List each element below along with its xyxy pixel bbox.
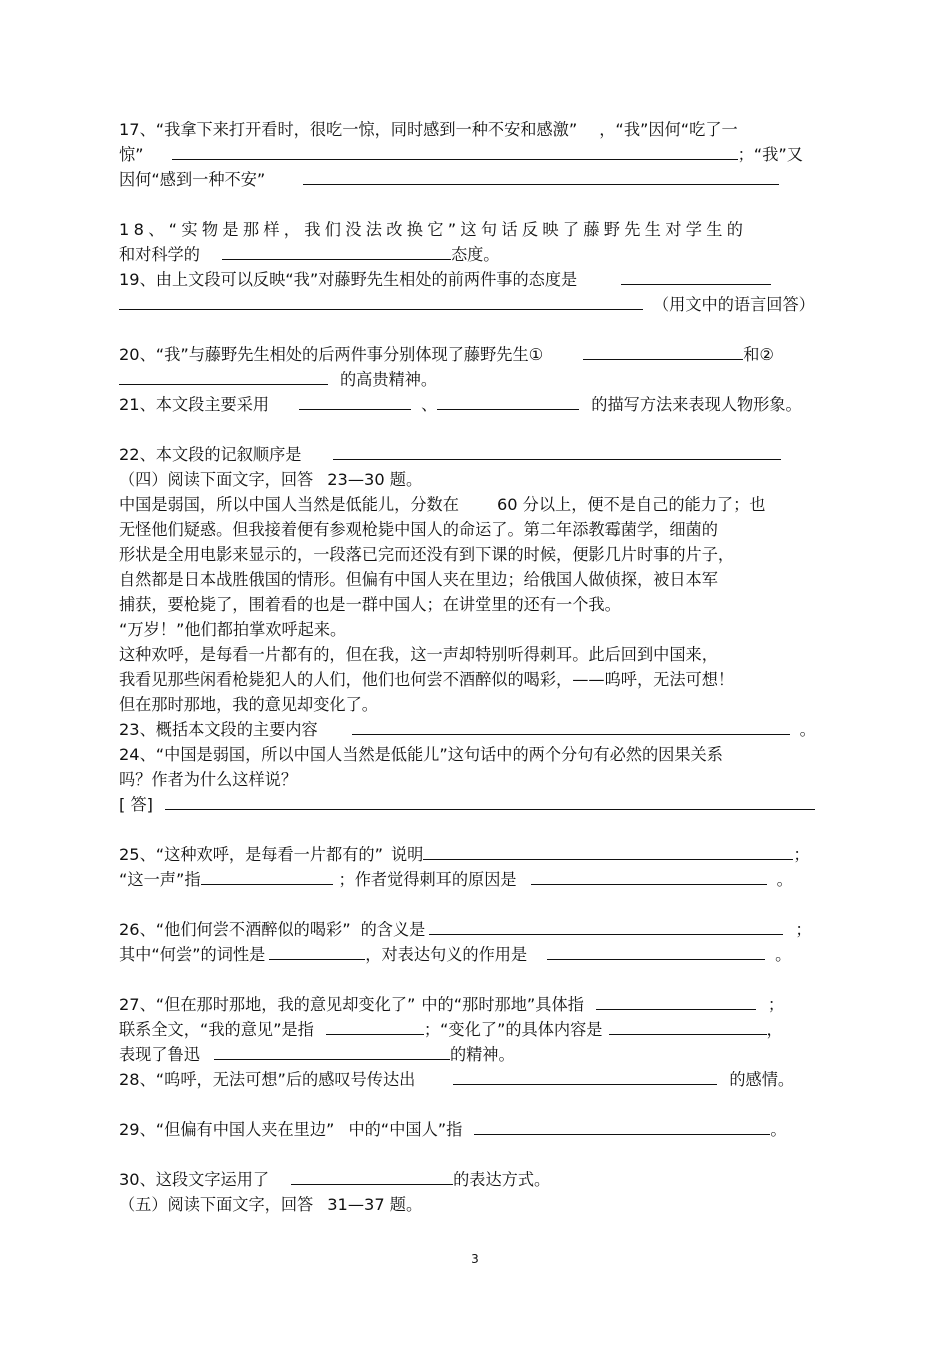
answer-blank[interactable] bbox=[429, 917, 783, 935]
passage-4-line-9: 但在那时那地，我的意见却变化了。 bbox=[119, 695, 378, 714]
q25-line-2: “这一声”指 ；作者觉得刺耳的原因是 。 bbox=[119, 867, 793, 892]
q20-line-2: 的高贵精神。 bbox=[119, 367, 437, 392]
q17-line-1: 17、“我拿下来打开看时，很吃一惊，同时感到一种不安和感激” ，“我”因何“吃了一 bbox=[119, 120, 738, 139]
answer-blank[interactable] bbox=[474, 1117, 770, 1135]
answer-blank[interactable] bbox=[269, 942, 365, 960]
section-5-heading: （五）阅读下面文字，回答 31—37 题。 bbox=[119, 1195, 423, 1214]
q22: 22、本文段的记叙顺序是 bbox=[119, 442, 781, 467]
page-number: 3 bbox=[471, 1252, 479, 1266]
answer-blank[interactable] bbox=[621, 267, 771, 285]
answer-blank[interactable] bbox=[165, 792, 815, 810]
q24-line-3: [ 答] bbox=[119, 792, 815, 817]
answer-blank[interactable] bbox=[172, 142, 738, 160]
passage-4-line-8: 我看见那些闲看枪毙犯人的人们，他们也何尝不酒醉似的喝彩，——呜呼，无法可想！ bbox=[119, 670, 735, 689]
answer-blank[interactable] bbox=[583, 342, 743, 360]
answer-blank[interactable] bbox=[291, 1167, 453, 1185]
q18-line-2: 和对科学的 态度。 bbox=[119, 242, 500, 267]
answer-blank[interactable] bbox=[352, 717, 790, 735]
passage-4-line-1: 中国是弱国，所以中国人当然是低能儿，分数在 60 分以上，便不是自己的能力了；也 bbox=[119, 495, 766, 514]
passage-4-line-3: 形状是全用电影来显示的，一段落已完而还没有到下课的时候，便影几片时事的片子， bbox=[119, 545, 735, 564]
q25-line-1: 25、“这种欢呼，是每看一片都有的” 说明 ； bbox=[119, 842, 810, 867]
passage-4-line-6: “万岁！”他们都拍掌欢呼起来。 bbox=[119, 620, 347, 639]
answer-blank[interactable] bbox=[303, 167, 779, 185]
q17-line-2: 惊” ；“我”又 bbox=[119, 142, 803, 167]
q29: 29、“但偏有中国人夹在里边” 中的“中国人”指 。 bbox=[119, 1117, 787, 1142]
answer-blank[interactable] bbox=[453, 1067, 717, 1085]
q20-line-1: 20、“我”与藤野先生相处的后两件事分别体现了藤野先生① 和② bbox=[119, 342, 774, 367]
q24-line-2: 吗？作者为什么这样说？ bbox=[119, 770, 298, 789]
answer-blank[interactable] bbox=[214, 1042, 450, 1060]
answer-blank[interactable] bbox=[201, 867, 333, 885]
answer-blank[interactable] bbox=[222, 242, 451, 260]
passage-4-line-4: 自然都是日本战胜俄国的情形。但偏有中国人夹在里边；给俄国人做侦探，被日本军 bbox=[119, 570, 718, 589]
q30: 30、这段文字运用了 的表达方式。 bbox=[119, 1167, 550, 1192]
answer-blank[interactable] bbox=[437, 392, 579, 410]
q19-line-2: （用文中的语言回答） bbox=[119, 292, 815, 317]
answer-blank[interactable] bbox=[326, 1017, 424, 1035]
q23: 23、概括本文段的主要内容 。 bbox=[119, 717, 816, 742]
q26-line-2: 其中“何尝”的词性是 ，对表达句义的作用是 。 bbox=[119, 942, 791, 967]
answer-blank[interactable] bbox=[609, 1017, 767, 1035]
answer-blank[interactable] bbox=[596, 992, 756, 1010]
answer-blank[interactable] bbox=[119, 367, 328, 385]
passage-4-line-5: 捕获，要枪毙了，围着看的也是一群中国人；在讲堂里的还有一个我。 bbox=[119, 595, 621, 614]
q19-line-1: 19、由上文段可以反映“我”对藤野先生相处的前两件事的态度是 bbox=[119, 267, 771, 292]
q28: 28、“呜呼，无法可想”后的感叹号传达出 的感情。 bbox=[119, 1067, 794, 1092]
passage-4-line-7: 这种欢呼，是每看一片都有的，但在我，这一声却特别听得刺耳。此后回到中国来， bbox=[119, 645, 718, 664]
answer-blank[interactable] bbox=[423, 842, 793, 860]
q18-line-1: 18、“实物是那样，我们没法改换它”这句话反映了藤野先生对学生的 bbox=[119, 220, 748, 239]
answer-blank[interactable] bbox=[531, 867, 767, 885]
answer-blank[interactable] bbox=[333, 442, 781, 460]
q24-line-1: 24、“中国是弱国，所以中国人当然是低能儿”这句话中的两个分句有必然的因果关系 bbox=[119, 745, 723, 764]
passage-4-line-2: 无怪他们疑惑。但我接着便有参观枪毙中国人的命运了。第二年添教霉菌学，细菌的 bbox=[119, 520, 718, 539]
section-4-heading: （四）阅读下面文字，回答 23—30 题。 bbox=[119, 470, 423, 489]
q26-line-1: 26、“他们何尝不酒醉似的喝彩” 的含义是 ； bbox=[119, 917, 812, 942]
q21: 21、本文段主要采用 、 的描写方法来表现人物形象。 bbox=[119, 392, 802, 417]
answer-blank[interactable] bbox=[547, 942, 765, 960]
q27-line-2: 联系全文，“我的意见”是指 ；“变化了”的具体内容是 ， bbox=[119, 1017, 783, 1042]
answer-blank[interactable] bbox=[119, 292, 643, 310]
q17-line-3: 因何“感到一种不安” bbox=[119, 167, 779, 192]
answer-blank[interactable] bbox=[299, 392, 411, 410]
q27-line-3: 表现了鲁迅 的精神。 bbox=[119, 1042, 515, 1067]
q27-line-1: 27、“但在那时那地，我的意见却变化了” 中的“那时那地”具体指 ； bbox=[119, 992, 784, 1017]
